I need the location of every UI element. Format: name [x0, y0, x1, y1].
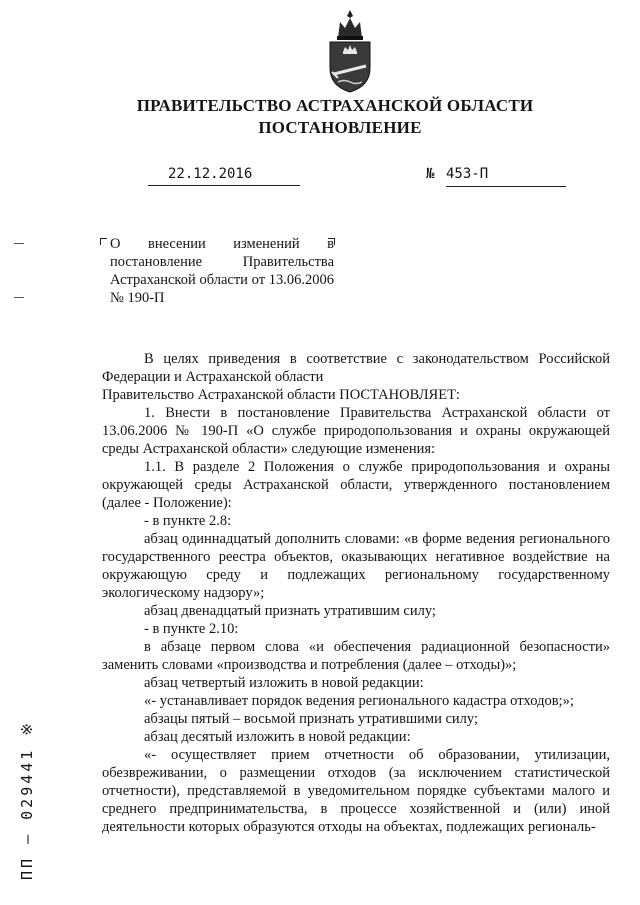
- document-subject: О внесении изменений в постановление Правительства Астраханской области от 13.06.2006 № 190-П: [110, 236, 334, 306]
- document-number: 453-П: [446, 166, 566, 187]
- margin-mark: [14, 243, 24, 244]
- body-paragraph: - в пункте 2.10:: [144, 621, 239, 637]
- body-paragraph: в абзаце первом слова «и обеспечения радиационной безопасности» заменить словами «производства и потребления (далее – отходы)»;: [102, 639, 610, 673]
- body-paragraph: - в пункте 2.8:: [144, 513, 232, 529]
- document-body: [102, 350, 610, 836]
- body-paragraph: абзац двенадцатый признать утратившим силу;: [144, 603, 436, 619]
- document-date: 22.12.2016: [148, 166, 300, 186]
- coat-of-arms-icon: [324, 8, 376, 94]
- body-paragraph: абзацы пятый – восьмой признать утратившими силу;: [144, 711, 479, 727]
- body-paragraph: Правительство Астраханской области ПОСТАНОВЛЯЕТ:: [102, 387, 460, 403]
- margin-mark: [14, 297, 24, 298]
- side-serial-code: ПП – 029441 ※: [18, 720, 36, 880]
- body-paragraph: абзац одиннадцатый дополнить словами: «в форме ведения регионального государственного реестра объектов, оказывающих негативное воздействие на окружающую среду и подлежащих региональному государственному экологическому надзору»;: [102, 531, 610, 601]
- subject-bracket-left: [100, 238, 107, 245]
- body-paragraph: абзац десятый изложить в новой редакции:: [144, 729, 411, 745]
- body-paragraph: 1.1. В разделе 2 Положения о службе природопользования и охраны окружающей среды Астраханской области, утвержденного постановлением (далее - Положение):: [102, 459, 610, 511]
- document-type: ПОСТАНОВЛЕНИЕ: [258, 118, 422, 137]
- body-paragraph: 1. Внести в постановление Правительства Астраханской области от 13.06.2006 № 190-П «О службе природопользования и охраны окружающей среды Астраханской области» следующие изменения:: [102, 405, 610, 457]
- government-title: ПРАВИТЕЛЬСТВО АСТРАХАНСКОЙ ОБЛАСТИ: [136, 96, 534, 115]
- body-paragraph: «- устанавливает порядок ведения регионального кадастра отходов;»;: [144, 693, 574, 709]
- body-paragraph: В целях приведения в соответствие с законодательством Российской Федерации и Астраханской области: [102, 351, 610, 385]
- body-paragraph: «- осуществляет прием отчетности об образовании, утилизации, обезвреживании, о размещении отходов (за исключением статистической отчетности), представляемой в уведомительном порядке субъектами малого и среднего предпринимательства, в процессе хозяйственной и (или) иной деятельности которых образуются отходы на объектах, подлежащих региональ-: [102, 747, 610, 835]
- body-paragraph: абзац четвертый изложить в новой редакции:: [144, 675, 424, 691]
- number-sign: №: [426, 166, 435, 182]
